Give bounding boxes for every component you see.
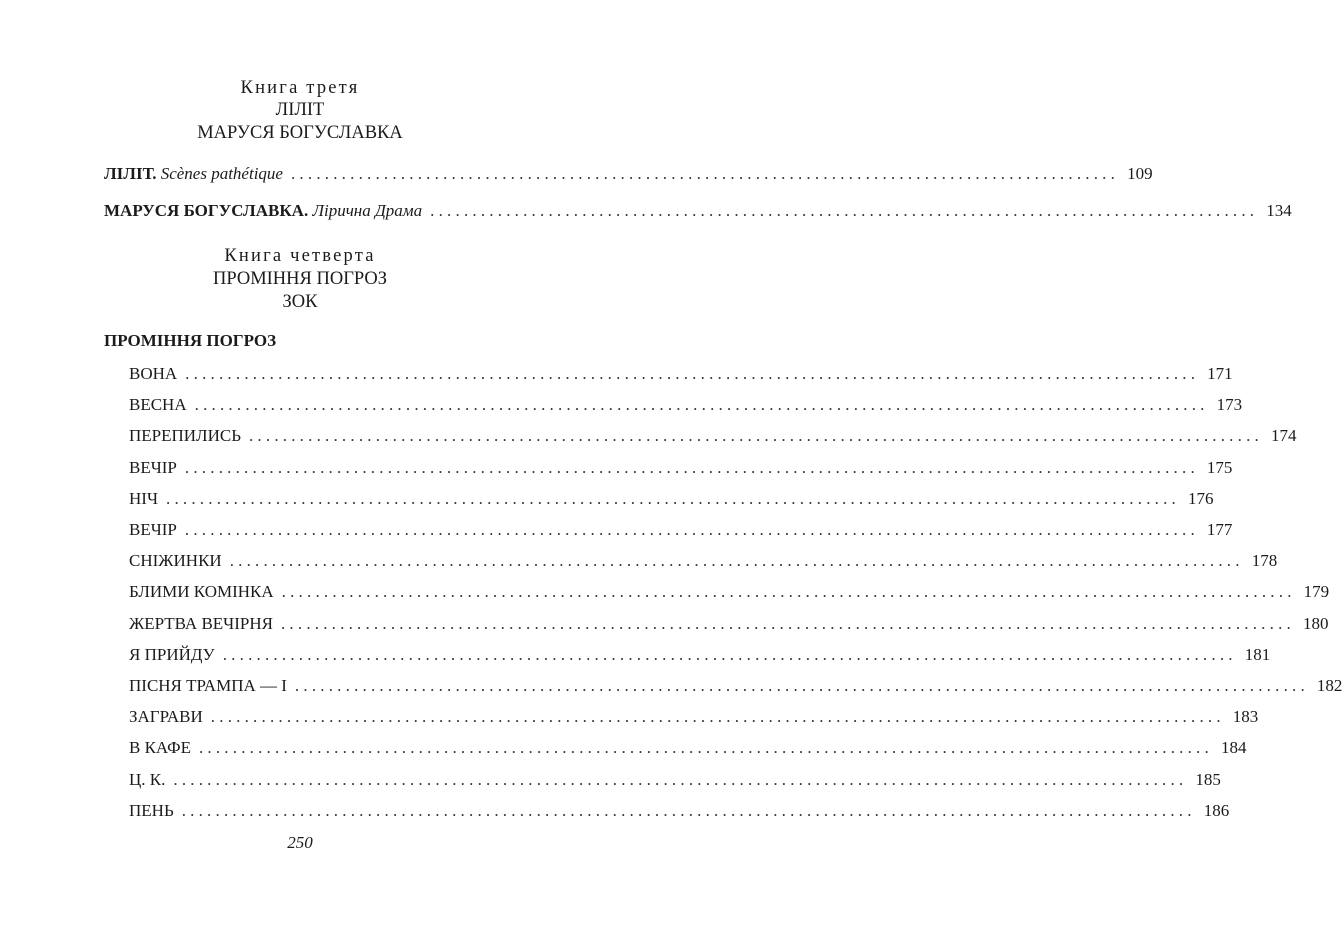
entry-title: ЖЕРТВА ВЕЧІРНЯ	[129, 613, 273, 633]
leader-dots: ........................................................................................................................	[294, 676, 1309, 695]
book3-part-1: ЛІЛІТ	[275, 100, 325, 120]
entry-page: 181	[1244, 644, 1271, 664]
toc-entry[interactable]	[129, 519, 1233, 541]
entry-title: ВЕСНА	[129, 395, 187, 415]
toc-entry[interactable]	[129, 737, 1247, 759]
entry-title-bold: ЛІЛІТ.	[104, 164, 157, 183]
toc-entry[interactable]	[129, 706, 1259, 728]
toc-entry[interactable]	[129, 488, 1214, 510]
entry-page: 180	[1302, 613, 1329, 633]
book4-part-1: ПРОМІННЯ ПОГРОЗ	[212, 269, 388, 289]
entry-title: НІЧ	[129, 488, 158, 508]
entry-page: 179	[1303, 582, 1330, 602]
entry-page: 185	[1195, 769, 1221, 789]
entry-title: СНІЖИНКИ	[129, 551, 222, 571]
section-title: ПРОМІННЯ ПОГРОЗ	[104, 331, 277, 350]
toc-entry[interactable]	[129, 644, 1271, 666]
leader-dots: ........................................................................................................................	[280, 613, 1295, 633]
leader-dots: ........................................................................................................................	[229, 551, 1244, 571]
book4-heading: Книга четверта	[224, 246, 376, 266]
entry-page: 109	[1127, 164, 1153, 183]
entry-page: 178	[1251, 551, 1278, 571]
toc-entry[interactable]	[129, 800, 1230, 822]
book4-part-2: ЗОК	[282, 292, 318, 312]
entry-page: 175	[1206, 457, 1233, 477]
entry-title: ВЕЧІР	[129, 520, 177, 539]
leader-dots: ........................................................................................................................	[173, 769, 1188, 789]
toc-entry[interactable]	[129, 425, 1297, 447]
toc-entry[interactable]	[129, 550, 1278, 572]
leader-dots: ..................................................................................................	[430, 201, 1259, 220]
entry-title: ВОНА	[129, 364, 178, 383]
entry-page: 176	[1188, 488, 1214, 508]
leader-dots: ........................................................................................................................	[210, 707, 1225, 727]
entry-page: 174	[1270, 426, 1297, 446]
entry-title: Ц. К.	[129, 769, 166, 789]
toc-entry[interactable]	[129, 581, 1330, 603]
entry-subtitle: Scènes pathétique	[160, 164, 283, 183]
leader-dots: ........................................................................................................................	[222, 644, 1237, 664]
leader-dots: ........................................................................................................................	[281, 582, 1296, 602]
entry-page: 171	[1207, 364, 1233, 383]
entry-page: 183	[1232, 707, 1259, 727]
entry-page: 182	[1316, 676, 1342, 695]
book3-part-2: МАРУСЯ БОГУСЛАВКА	[197, 123, 403, 143]
entry-title: В КАФЕ	[129, 738, 191, 758]
entry-title: ВЕЧІР	[129, 457, 177, 477]
leader-dots: ........................................................................................................................	[184, 520, 1199, 539]
entry-page: 186	[1203, 800, 1230, 820]
entry-subtitle: Лірична Драма	[312, 201, 423, 220]
toc-entry[interactable]	[129, 769, 1221, 791]
entry-page: 184	[1220, 738, 1247, 758]
entry-title: ПІСНЯ ТРАМПА — І	[129, 676, 287, 695]
leader-dots: ........................................................................................................................	[181, 800, 1196, 820]
entry-title: ЗАГРАВИ	[129, 707, 203, 727]
toc-entry-marusia[interactable]	[104, 200, 1292, 222]
leader-dots: ........................................................................................................................	[166, 488, 1180, 508]
leader-dots: ........................................................................................................................	[198, 738, 1213, 758]
entry-page: 134	[1266, 201, 1292, 220]
toc-entry-lilit[interactable]	[104, 163, 1153, 185]
toc-entry[interactable]	[129, 675, 1342, 697]
book3-heading: Книга третя	[240, 78, 360, 98]
leader-dots: ..................................................................................................	[290, 164, 1120, 183]
toc-entry[interactable]	[129, 394, 1243, 416]
leader-dots: ........................................................................................................................	[184, 457, 1199, 477]
toc-entry[interactable]	[129, 363, 1233, 385]
page-number: 250	[287, 833, 313, 852]
toc-entry[interactable]	[129, 457, 1233, 479]
entry-page: 177	[1206, 520, 1233, 539]
leader-dots: ........................................................................................................................	[185, 364, 1200, 383]
entry-title: ПЕНЬ	[129, 800, 174, 820]
entry-page: 173	[1216, 395, 1243, 415]
entry-title: Я ПРИЙДУ	[129, 644, 215, 664]
entry-title: БЛИМИ КОМІНКА	[129, 582, 274, 602]
entry-title-bold: МАРУСЯ БОГУСЛАВКА.	[104, 201, 309, 220]
entry-title: ПЕРЕПИЛИСЬ	[129, 426, 241, 446]
toc-entry[interactable]	[129, 613, 1329, 635]
leader-dots: ........................................................................................................................	[194, 395, 1209, 415]
leader-dots: ........................................................................................................................	[248, 426, 1263, 446]
